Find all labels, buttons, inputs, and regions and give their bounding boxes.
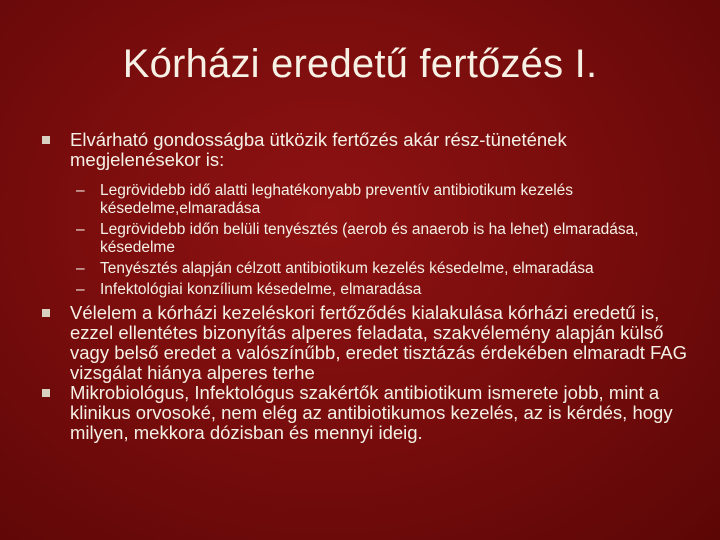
sub-item-text: Legrövidebb időn belüli tenyésztés (aerob és anaerob is ha lehet) elmaradása, késedelme bbox=[100, 221, 639, 256]
sub-item-text: Infektológiai konzílium késedelme, elmaradása bbox=[100, 281, 422, 298]
bullet-item bbox=[40, 130, 690, 170]
sub-item-text: Tenyésztés alapján célzott antibiotikum kezelés késedelme, elmaradása bbox=[100, 260, 594, 277]
bullet-item bbox=[40, 303, 690, 383]
sub-list-item bbox=[76, 182, 690, 218]
sub-list-item bbox=[76, 281, 690, 299]
bullet-item bbox=[40, 383, 690, 443]
square-bullet-icon bbox=[42, 389, 50, 397]
bullet-text: Vélelem a kórházi kezeléskori fertőződés kialakulása kórházi eredetű is, ezzel ellentétes bizonyítás alperes feladata, szakvélemény alapján külső vagy belső eredet a valószínűbb, eredet tisztázás érdekében elmaradt FAG vizsgálat hiánya alperes terhe bbox=[70, 302, 688, 383]
bullet-text: Elvárható gondosságba ütközik fertőzés akár rész-tünetének megjelenésekor is: bbox=[70, 129, 567, 170]
square-bullet-icon bbox=[42, 309, 50, 317]
dash-icon: – bbox=[76, 182, 85, 199]
dash-icon: – bbox=[76, 281, 85, 298]
slide-content bbox=[40, 130, 690, 443]
sub-list-item bbox=[76, 221, 690, 257]
sub-list bbox=[76, 182, 690, 299]
dash-icon: – bbox=[76, 221, 85, 238]
square-bullet-icon bbox=[42, 136, 50, 144]
sub-list-item bbox=[76, 260, 690, 278]
bullet-text: Mikrobiológus, Infektológus szakértők antibiotikum ismerete jobb, mint a klinikus orvosoké, nem elég az antibiotikumos kezelés, az is kérdés, hogy milyen, mekkora dózisban és mennyi ideig. bbox=[70, 382, 673, 443]
dash-icon: – bbox=[76, 260, 85, 277]
slide-title: Kórházi eredetű fertőzés I. bbox=[122, 42, 598, 86]
sub-item-text: Legrövidebb idő alatti leghatékonyabb preventív antibiotikum kezelés késedelme,elmaradása bbox=[100, 182, 574, 217]
